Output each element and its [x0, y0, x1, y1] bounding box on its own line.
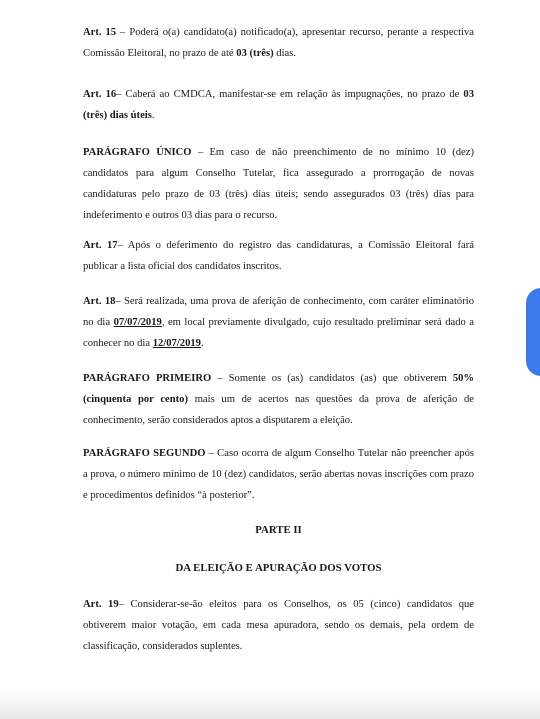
parte-title: PARTE II: [255, 524, 302, 536]
article-16-days: 03 (três) dias úteis: [83, 89, 474, 121]
article-16-label: Art. 16: [83, 89, 117, 100]
paragrafo-unico: [83, 142, 474, 226]
article-18: [83, 291, 474, 354]
article-18-label: Art. 18: [83, 296, 116, 307]
paragrafo-primeiro-label: PARÁGRAFO PRIMEIRO: [83, 373, 212, 384]
article-15-days: 03 (três): [236, 48, 274, 59]
article-16: [83, 84, 474, 126]
result-date: 12/07/2019: [152, 338, 201, 349]
article-19: [83, 594, 474, 657]
section-title: DA ELEIÇÃO E APURAÇÃO DOS VOTOS: [175, 562, 382, 574]
article-19-label: Art. 19: [83, 599, 119, 610]
paragrafo-unico-label: PARÁGRAFO ÚNICO: [83, 147, 192, 158]
article-15-label: Art. 15: [83, 27, 117, 38]
paragrafo-primeiro-percent: 50% (cinquenta por cento): [83, 373, 475, 405]
paragrafo-segundo-text: – Caso ocorra de algum Conselho Tutelar não preencher após a prova, o número mínimo de 10 (dez) candidatos, serão abertas novas inscrições com prazo e procedimentos definidos “à posterior”.: [83, 448, 474, 501]
article-15: [83, 22, 474, 64]
article-17-label: Art. 17: [83, 240, 118, 251]
article-16-text-end: .: [151, 110, 155, 121]
paragrafo-primeiro-text-end: mais um de acertos nas questões da prova de aferição de conhecimento, serão considerados aptos a disputarem a eleição.: [83, 394, 474, 426]
article-15-text: – Poderá o(a) candidato(a) notificado(a), apresentar recurso, perante a respectiva Comissão Eleitoral, no prazo de até: [83, 27, 474, 59]
paragrafo-segundo: [83, 443, 474, 506]
article-17-text: – Após o deferimento do registro das candidaturas, a Comissão Eleitoral fará publicar a lista oficial dos candidatos inscritos.: [83, 240, 474, 272]
side-edge-tab[interactable]: [526, 288, 540, 376]
paragrafo-segundo-label: PARÁGRAFO SEGUNDO: [83, 448, 206, 459]
article-18-text-end: .: [200, 338, 204, 349]
article-17: [83, 235, 474, 277]
page-bottom-shadow: [0, 690, 540, 719]
article-18-text-mid: , em local previamente divulgado, cujo resultado preliminar será dado a conhecer no dia: [83, 317, 474, 349]
paragrafo-primeiro-text: – Somente os (as) candidatos (as) que obtiverem: [211, 373, 453, 384]
paragrafo-unico-text: – Em caso de não preenchimento de no mínimo 10 (dez) candidatos para algum Conselho Tutelar, fica assegurado a prorrogação de novas candidaturas pelo prazo de 03 (três) dias úteis; sendo assegurados 03 (três) dias para indeferimento e outros 03 dias para o recurso.: [83, 147, 474, 221]
article-18-text: – Será realizada, uma prova de aferição de conhecimento, com caráter eliminatório no dia: [83, 296, 474, 328]
article-16-text: – Caberá ao CMDCA, manifestar-se em relação às impugnações, no prazo de: [116, 89, 464, 100]
article-19-text: – Considerar-se-ão eleitos para os Conselhos, os 05 (cinco) candidatos que obtiverem maior votação, em cada mesa apuradora, sendo os demais, pela ordem de classificação, considerados suplentes.: [83, 599, 474, 652]
paragrafo-primeiro: [83, 368, 474, 431]
exam-date: 07/07/2019: [113, 317, 162, 328]
article-15-text-end: dias.: [273, 48, 297, 59]
